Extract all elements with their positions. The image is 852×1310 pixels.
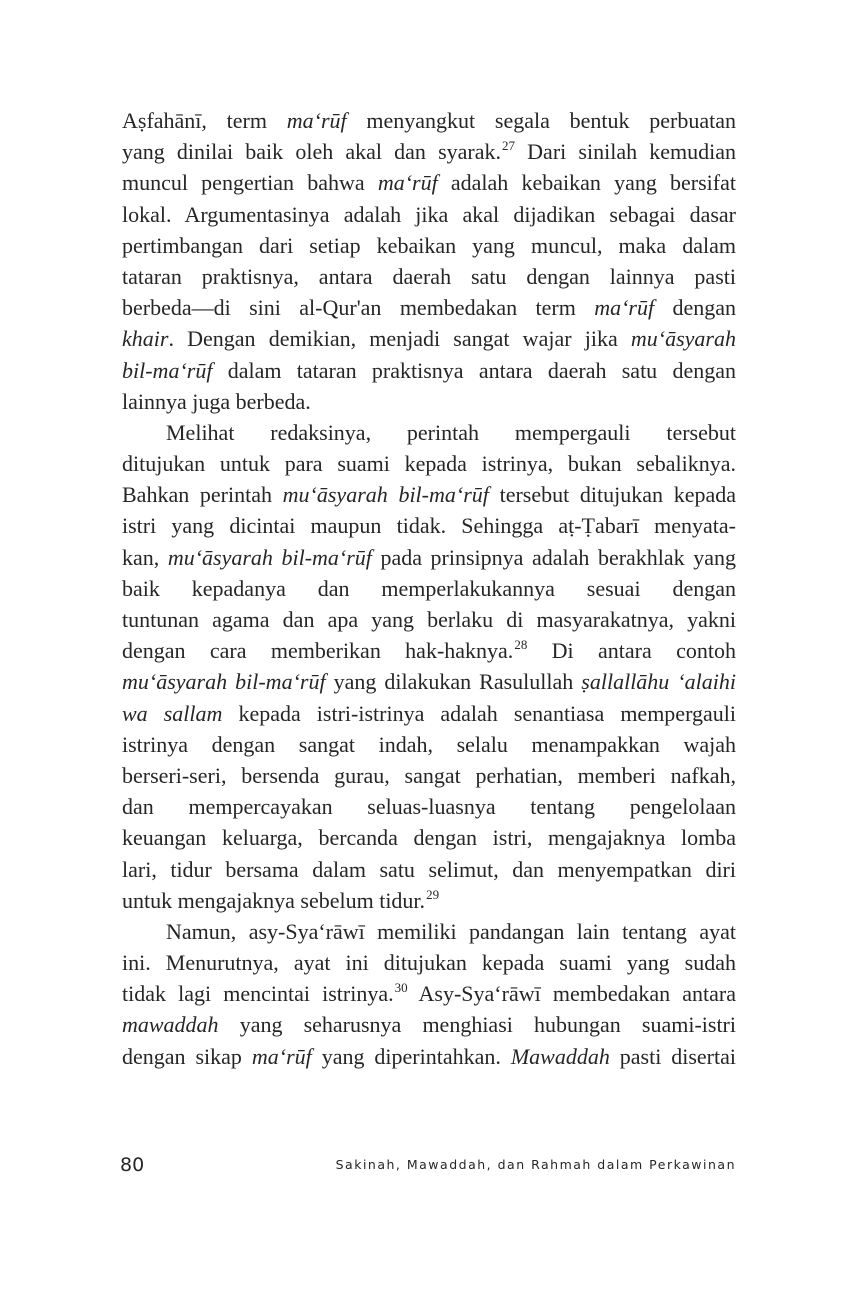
running-title: Sakinah, Mawaddah, dan Rahmah dalam Perkawinan <box>335 1157 736 1172</box>
footnote-ref-28[interactable]: 28 <box>514 637 528 653</box>
text-line: Namun, asy-Sya‘rāwī memiliki pandangan lain tentang ayat <box>166 918 736 944</box>
text-line: dengan cara memberikan hak-haknya.$^{28}$ Di antara contoh <box>122 637 736 664</box>
text-line: Melihat redaksinya, perintah mempergauli tersebut <box>166 419 736 445</box>
footnote-ref-29[interactable]: 29 <box>426 886 440 902</box>
text-line: tuntunan agama dan apa yang berlaku di masyarakatnya, yakni <box>122 607 736 632</box>
text-line: baik kepadanya dan memperlakukannya sesuai dengan <box>122 575 736 601</box>
text-line: yang dinilai baik oleh akal dan syarak.$^{27}$ Dari sinilah kemudian <box>122 138 736 165</box>
text-line: mawaddah yang seharusnya menghiasi hubungan suami-istri <box>122 1012 736 1038</box>
text-line: tidak lagi mencintai istrinya.$^{30}$ Asy-Sya‘rāwī membedakan antara <box>122 980 736 1007</box>
text-line: ditujukan untuk para suami kepada istrinya, bukan sebaliknya. <box>122 451 736 477</box>
footnote-ref-27[interactable]: 27 <box>502 138 516 154</box>
text-line: istrinya dengan sangat indah, selalu menampakkan wajah <box>122 731 736 757</box>
text-line: untuk mengajaknya sebelum tidur.$^{29}$ <box>122 886 440 913</box>
page-footer <box>120 1154 736 1178</box>
text-line: mu‘āsyarah bil-ma‘rūf yang dilakukan Rasulullah ṣallallāhu ‘alaihi <box>122 669 736 695</box>
text-line: Bahkan perintah mu‘āsyarah bil-ma‘rūf tersebut ditujukan kepada <box>122 482 736 508</box>
text-line: berseri-seri, bersenda gurau, sangat perhatian, memberi nafkah, <box>122 762 736 788</box>
text-line: Aṣfahānī, term ma‘rūf menyangkut segala bentuk perbuatan <box>122 108 736 133</box>
page-number: 80 <box>120 1154 145 1176</box>
text-line: lainnya juga berbeda. <box>122 388 311 414</box>
text-line: ini. Menurutnya, ayat ini ditujukan kepada suami yang sudah <box>122 950 736 976</box>
text-line: tataran praktisnya, antara daerah satu dengan lainnya pasti <box>122 263 736 289</box>
text-line: keuangan keluarga, bercanda dengan istri, mengajaknya lomba <box>122 825 736 851</box>
text-line: dan mempercayakan seluas-luasnya tentang pengelolaan <box>122 794 736 820</box>
text-line: pertimbangan dari setiap kebaikan yang muncul, maka dalam <box>122 232 736 258</box>
text-line: berbeda—di sini al-Qur'an membedakan term ma‘rūf dengan <box>122 295 737 321</box>
body-text <box>122 105 736 1072</box>
text-line: khair. Dengan demikian, menjadi sangat wajar jika mu‘āsyarah <box>122 326 736 352</box>
footnote-ref-30[interactable]: 30 <box>394 980 408 996</box>
text-line: istri yang dicintai maupun tidak. Sehingga aṭ-Ṭabarī menyata- <box>122 513 736 539</box>
text-line: muncul pengertian bahwa ma‘rūf adalah kebaikan yang bersifat <box>122 170 736 196</box>
paragraph-1 <box>122 105 736 417</box>
text-line: lokal. Argumentasinya adalah jika akal dijadikan sebagai dasar <box>122 201 736 227</box>
paragraph-2 <box>122 417 736 916</box>
text-line: dengan sikap ma‘rūf yang diperintahkan. Mawaddah pasti disertai <box>122 1043 737 1069</box>
text-line: bil-ma‘rūf dalam tataran praktisnya antara daerah satu dengan <box>122 357 736 383</box>
text-line: lari, tidur bersama dalam satu selimut, dan menyempatkan diri <box>122 856 736 882</box>
paragraph-3 <box>122 916 736 1072</box>
text-line: kan, mu‘āsyarah bil-ma‘rūf pada prinsipnya adalah berakhlak yang <box>122 544 736 570</box>
text-line: wa sallam kepada istri-istrinya adalah senantiasa mempergauli <box>122 700 736 726</box>
